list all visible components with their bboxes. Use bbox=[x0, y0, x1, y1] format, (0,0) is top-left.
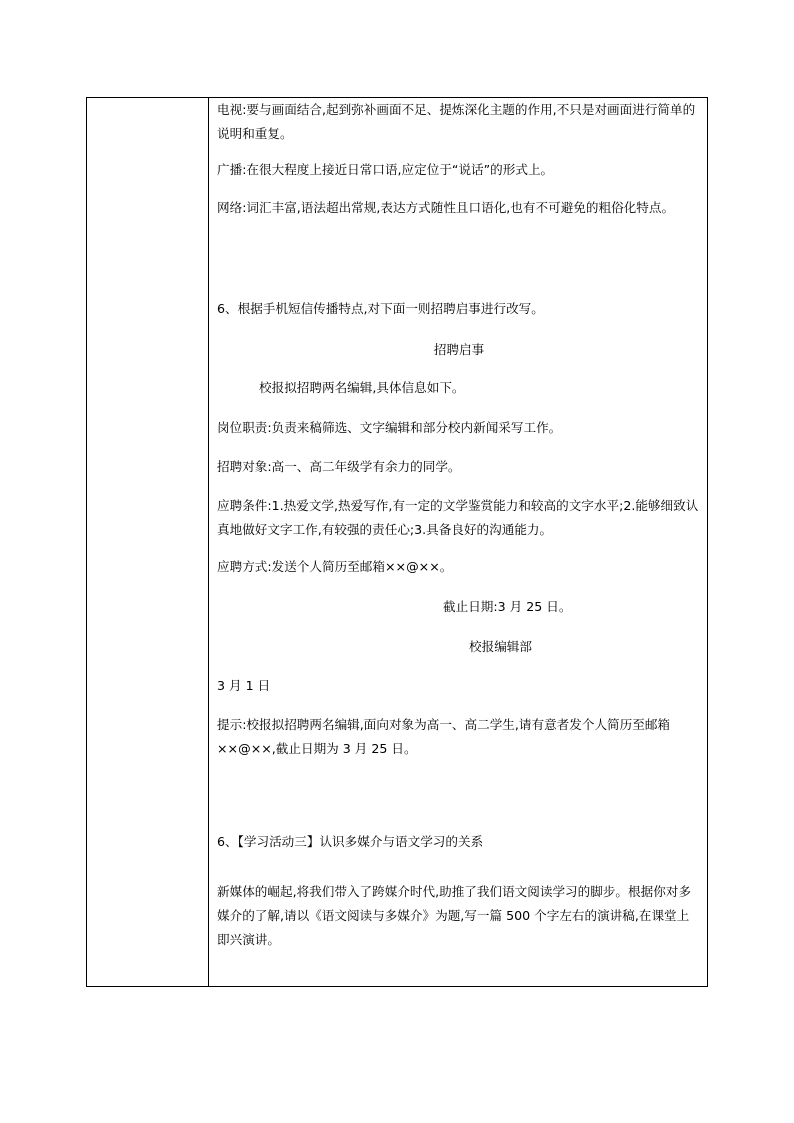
content-cell bbox=[217, 98, 701, 986]
radio-paragraph: 广播:在很大程度上接近日常口语,应定位于“说话”的形式上。 bbox=[217, 162, 554, 177]
notice-method: 应聘方式:发送个人简历至邮箱××@××。 bbox=[217, 559, 453, 574]
column-divider bbox=[208, 98, 209, 986]
notice-signer: 校报编辑部 bbox=[469, 639, 532, 654]
activity3-heading: 6、【学习活动三】认识多媒介与语文学习的关系 bbox=[217, 834, 484, 849]
notice-target: 招聘对象:高一、高二年级学有余力的同学。 bbox=[217, 459, 461, 474]
notice-intro: 校报拟招聘两名编辑,具体信息如下。 bbox=[259, 380, 465, 395]
notice-date: 3 月 1 日 bbox=[217, 678, 271, 693]
activity3-body: 新媒体的崛起,将我们带入了跨媒介时代,助推了我们语文阅读学习的脚步。根据你对多媒介的了解,请以《语文阅读与多媒介》为题,写一篇 500 个字左右的演讲稿,在课堂上即兴演讲。 bbox=[217, 884, 691, 947]
task6-hint: 提示:校报拟招聘两名编辑,面向对象为高一、高二学生,请有意者发个人简历至邮箱××@××,截止日期为 3 月 25 日。 bbox=[217, 717, 671, 756]
tv-paragraph: 电视:要与画面结合,起到弥补画面不足、提炼深化主题的作用,不只是对画面进行简单的说明和重复。 bbox=[217, 102, 696, 141]
notice-title: 招聘启事 bbox=[433, 342, 485, 357]
internet-paragraph: 网络:词汇丰富,语法超出常规,表达方式随性且口语化,也有不可避免的粗俗化特点。 bbox=[217, 200, 675, 215]
notice-conditions: 应聘条件:1.热爱文学,热爱写作,有一定的文学鉴赏能力和较高的文字水平;2.能够细致认真地做好文字工作,有较强的责任心;3.具备良好的沟通能力。 bbox=[217, 498, 699, 537]
content-table bbox=[86, 97, 708, 987]
notice-deadline: 截止日期:3 月 25 日。 bbox=[443, 599, 572, 614]
notice-duty: 岗位职责:负责来稿筛选、文字编辑和部分校内新闻采写工作。 bbox=[217, 420, 562, 435]
task6-prompt: 6、根据手机短信传播特点,对下面一则招聘启事进行改写。 bbox=[217, 301, 544, 316]
